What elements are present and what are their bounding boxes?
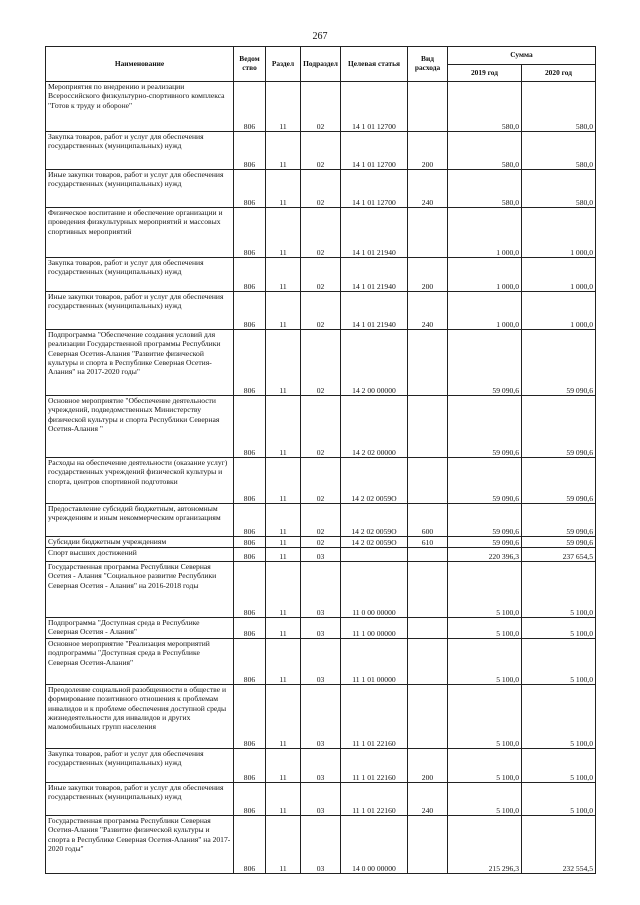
cell-exp-type (408, 618, 448, 639)
cell-y2020: 5 100,0 (522, 562, 596, 618)
cell-y2019: 220 396,3 (448, 548, 522, 562)
cell-name: Закупка товаров, работ и услуг для обеспечения государственных (муниципальных) нужд (46, 132, 234, 170)
cell-name: Государственная программа Республики Северная Осетия - Алания "Социальное развитие Республики Северная Осетия - Алания" на 2016-2018 годы (46, 562, 234, 618)
cell-section: 11 (266, 816, 301, 874)
table-row (46, 458, 596, 504)
cell-target: 14 2 02 0059О (341, 458, 408, 504)
table-row (46, 618, 596, 639)
cell-y2019: 1 000,0 (448, 292, 522, 330)
cell-dept: 806 (234, 396, 266, 458)
table-row (46, 749, 596, 783)
cell-section: 11 (266, 639, 301, 685)
cell-subsection: 02 (301, 292, 341, 330)
cell-exp-type (408, 82, 448, 132)
col-header-2019: 2019 год (448, 65, 522, 82)
cell-y2019: 5 100,0 (448, 783, 522, 816)
cell-exp-type: 200 (408, 749, 448, 783)
cell-target: 14 1 01 21940 (341, 208, 408, 258)
table-row (46, 562, 596, 618)
table-row (46, 170, 596, 208)
cell-name: Предоставление субсидий бюджетным, автономным учреждениям и иным некоммерческим организациям (46, 504, 234, 537)
cell-y2019: 5 100,0 (448, 618, 522, 639)
cell-y2020: 5 100,0 (522, 685, 596, 749)
cell-name: Физическое воспитание и обеспечение организации и проведения физкультурных мероприятий и массовых спортивных мероприятий (46, 208, 234, 258)
cell-exp-type (408, 396, 448, 458)
cell-subsection: 02 (301, 537, 341, 548)
cell-subsection: 02 (301, 330, 341, 396)
col-header-subsection: Подраздел (301, 47, 341, 82)
cell-target: 14 2 00 00000 (341, 330, 408, 396)
cell-name: Расходы на обеспечение деятельности (оказание услуг) государственных учреждений физической культуры и спорта, центров спортивной подготовки (46, 458, 234, 504)
cell-y2019: 59 090,6 (448, 504, 522, 537)
cell-dept: 806 (234, 458, 266, 504)
cell-target: 14 1 01 12700 (341, 170, 408, 208)
cell-target: 14 1 01 12700 (341, 82, 408, 132)
table-row (46, 258, 596, 292)
col-header-2020: 2020 год (522, 65, 596, 82)
col-header-dept: Ведом ство (234, 47, 266, 82)
cell-section: 11 (266, 783, 301, 816)
col-header-section: Раздел (266, 47, 301, 82)
cell-target: 14 1 01 21940 (341, 258, 408, 292)
cell-y2020: 232 554,5 (522, 816, 596, 874)
col-header-exp-type: Вид расхода (408, 47, 448, 82)
cell-section: 11 (266, 458, 301, 504)
cell-subsection: 03 (301, 639, 341, 685)
cell-exp-type: 200 (408, 258, 448, 292)
cell-exp-type (408, 639, 448, 685)
cell-section: 11 (266, 170, 301, 208)
cell-y2020: 59 090,6 (522, 396, 596, 458)
cell-y2019: 1 000,0 (448, 258, 522, 292)
cell-exp-type (408, 685, 448, 749)
cell-name: Субсидии бюджетным учреждениям (46, 537, 234, 548)
cell-dept: 806 (234, 170, 266, 208)
cell-subsection: 03 (301, 685, 341, 749)
table-row (46, 816, 596, 874)
cell-y2020: 1 000,0 (522, 258, 596, 292)
cell-y2019: 580,0 (448, 170, 522, 208)
cell-section: 11 (266, 82, 301, 132)
cell-subsection: 02 (301, 208, 341, 258)
table-row (46, 783, 596, 816)
cell-y2020: 580,0 (522, 82, 596, 132)
cell-name: Иные закупки товаров, работ и услуг для обеспечения государственных (муниципальных) нужд (46, 783, 234, 816)
cell-name: Закупка товаров, работ и услуг для обеспечения государственных (муниципальных) нужд (46, 258, 234, 292)
cell-section: 11 (266, 618, 301, 639)
cell-exp-type: 610 (408, 537, 448, 548)
cell-y2020: 59 090,6 (522, 458, 596, 504)
cell-y2020: 59 090,6 (522, 537, 596, 548)
cell-y2020: 237 654,5 (522, 548, 596, 562)
cell-name: Государственная программа Республики Северная Осетия-Алания "Развитие физической культуры и спорта в Республике Северная Осетия-Алания" на 2017-2020 годы" (46, 816, 234, 874)
cell-y2020: 580,0 (522, 170, 596, 208)
cell-dept: 806 (234, 504, 266, 537)
cell-target: 11 1 01 22160 (341, 685, 408, 749)
table-row (46, 292, 596, 330)
cell-subsection: 03 (301, 618, 341, 639)
cell-name: Подпрограмма "Обеспечение создания условий для реализации Государственной программы Республики Северная Осетия-Алания "Развитие физической культуры и спорта в Республике Северная Осетия-Алания" на 2017-2020 годы" (46, 330, 234, 396)
cell-exp-type: 600 (408, 504, 448, 537)
cell-name: Спорт высших достижений (46, 548, 234, 562)
table-row (46, 639, 596, 685)
cell-exp-type (408, 562, 448, 618)
cell-name: Мероприятия по внедрению и реализации Всероссийского физкультурно-спортивного комплекса "Готов к труду и обороне" (46, 82, 234, 132)
cell-section: 11 (266, 208, 301, 258)
cell-y2019: 59 090,6 (448, 537, 522, 548)
cell-section: 11 (266, 749, 301, 783)
cell-section: 11 (266, 685, 301, 749)
cell-section: 11 (266, 330, 301, 396)
cell-subsection: 02 (301, 82, 341, 132)
cell-y2019: 5 100,0 (448, 749, 522, 783)
cell-exp-type (408, 458, 448, 504)
cell-target: 14 1 01 12700 (341, 132, 408, 170)
cell-y2020: 5 100,0 (522, 783, 596, 816)
cell-target (341, 548, 408, 562)
cell-y2020: 5 100,0 (522, 639, 596, 685)
cell-target: 11 1 01 22160 (341, 783, 408, 816)
cell-dept: 806 (234, 292, 266, 330)
cell-dept: 806 (234, 562, 266, 618)
cell-name: Иные закупки товаров, работ и услуг для обеспечения государственных (муниципальных) нужд (46, 292, 234, 330)
cell-y2019: 59 090,6 (448, 458, 522, 504)
table-row (46, 504, 596, 537)
cell-exp-type (408, 208, 448, 258)
cell-dept: 806 (234, 258, 266, 292)
cell-subsection: 02 (301, 132, 341, 170)
cell-target: 11 1 00 00000 (341, 618, 408, 639)
cell-y2019: 215 296,3 (448, 816, 522, 874)
cell-exp-type: 240 (408, 292, 448, 330)
col-header-sum: Сумма (448, 47, 596, 65)
cell-dept: 806 (234, 208, 266, 258)
cell-y2020: 580,0 (522, 132, 596, 170)
cell-y2019: 59 090,6 (448, 396, 522, 458)
cell-dept: 806 (234, 639, 266, 685)
cell-y2020: 1 000,0 (522, 292, 596, 330)
table-row (46, 548, 596, 562)
cell-target: 14 2 02 00000 (341, 396, 408, 458)
table-row (46, 82, 596, 132)
cell-exp-type: 200 (408, 132, 448, 170)
cell-subsection: 02 (301, 458, 341, 504)
col-header-target: Целевая статья (341, 47, 408, 82)
page-number: 267 (312, 31, 328, 42)
cell-section: 11 (266, 537, 301, 548)
cell-target: 14 2 02 0059О (341, 537, 408, 548)
cell-name: Иные закупки товаров, работ и услуг для обеспечения государственных (муниципальных) нужд (46, 170, 234, 208)
table-row (46, 537, 596, 548)
cell-name: Закупка товаров, работ и услуг для обеспечения государственных (муниципальных) нужд (46, 749, 234, 783)
cell-target: 14 1 01 21940 (341, 292, 408, 330)
table-row (46, 208, 596, 258)
cell-subsection: 03 (301, 562, 341, 618)
col-header-name: Наименование (46, 47, 234, 82)
cell-name: Основное мероприятие "Реализация мероприятий подпрограммы "Доступная среда в Республике Северная Осетия-Алания" (46, 639, 234, 685)
cell-subsection: 02 (301, 396, 341, 458)
cell-subsection: 02 (301, 504, 341, 537)
cell-section: 11 (266, 292, 301, 330)
cell-y2019: 5 100,0 (448, 685, 522, 749)
table-row (46, 132, 596, 170)
cell-y2020: 59 090,6 (522, 330, 596, 396)
cell-dept: 806 (234, 618, 266, 639)
cell-section: 11 (266, 132, 301, 170)
cell-subsection: 02 (301, 258, 341, 292)
cell-dept: 806 (234, 816, 266, 874)
cell-target: 11 1 01 00000 (341, 639, 408, 685)
cell-exp-type: 240 (408, 170, 448, 208)
cell-dept: 806 (234, 685, 266, 749)
cell-dept: 806 (234, 537, 266, 548)
cell-y2020: 5 100,0 (522, 749, 596, 783)
cell-target: 14 0 00 00000 (341, 816, 408, 874)
cell-y2020: 1 000,0 (522, 208, 596, 258)
cell-section: 11 (266, 562, 301, 618)
cell-section: 11 (266, 396, 301, 458)
cell-subsection: 03 (301, 816, 341, 874)
cell-section: 11 (266, 548, 301, 562)
cell-y2019: 59 090,6 (448, 330, 522, 396)
table-row (46, 396, 596, 458)
cell-exp-type (408, 548, 448, 562)
cell-exp-type (408, 816, 448, 874)
cell-y2019: 580,0 (448, 82, 522, 132)
cell-y2019: 580,0 (448, 132, 522, 170)
cell-name: Подпрограмма "Доступная среда в Республике Северная Осетия - Алания" (46, 618, 234, 639)
budget-table (45, 46, 596, 874)
cell-name: Преодоление социальной разобщенности в обществе и формирование позитивного отношения к проблемам инвалидов и к проблеме обеспечения доступной среды жизнедеятельности для инвалидов и других маломобильных групп населения (46, 685, 234, 749)
cell-y2020: 59 090,6 (522, 504, 596, 537)
cell-dept: 806 (234, 749, 266, 783)
cell-section: 11 (266, 258, 301, 292)
cell-dept: 806 (234, 330, 266, 396)
cell-y2019: 5 100,0 (448, 562, 522, 618)
cell-y2019: 1 000,0 (448, 208, 522, 258)
cell-exp-type: 240 (408, 783, 448, 816)
cell-subsection: 03 (301, 783, 341, 816)
cell-dept: 806 (234, 548, 266, 562)
cell-dept: 806 (234, 132, 266, 170)
cell-subsection: 03 (301, 548, 341, 562)
cell-name: Основное мероприятие "Обеспечение деятельности учреждений, подведомственных Министерству физической культуры и спорта Республики Северная Осетия-Алания " (46, 396, 234, 458)
cell-dept: 806 (234, 82, 266, 132)
cell-target: 11 1 01 22160 (341, 749, 408, 783)
cell-y2019: 5 100,0 (448, 639, 522, 685)
cell-target: 14 2 02 0059О (341, 504, 408, 537)
table-body (46, 82, 596, 874)
table-row (46, 685, 596, 749)
cell-target: 11 0 00 00000 (341, 562, 408, 618)
cell-dept: 806 (234, 783, 266, 816)
cell-subsection: 03 (301, 749, 341, 783)
cell-y2020: 5 100,0 (522, 618, 596, 639)
table-row (46, 330, 596, 396)
cell-exp-type (408, 330, 448, 396)
cell-subsection: 02 (301, 170, 341, 208)
cell-section: 11 (266, 504, 301, 537)
